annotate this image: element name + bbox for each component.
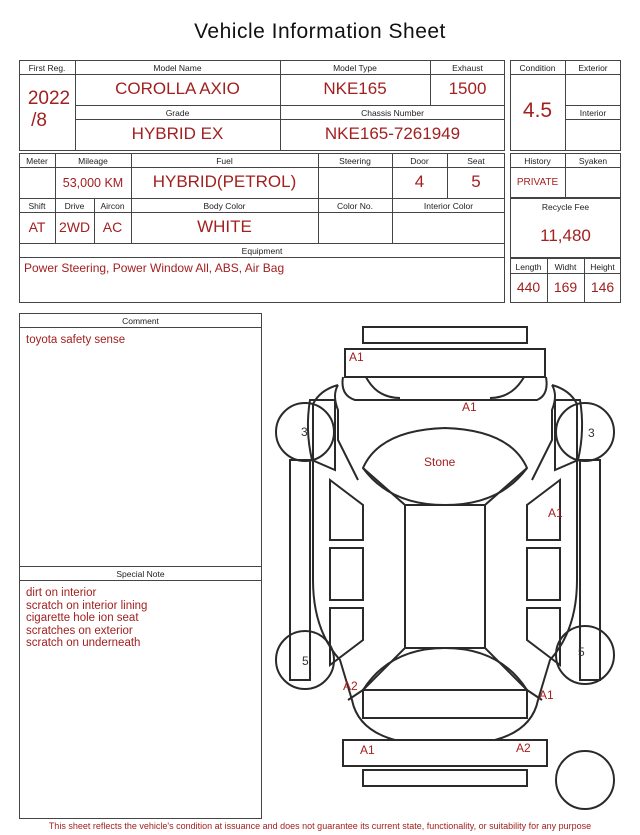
- fuel-label: Fuel: [216, 156, 233, 166]
- mark-right-front-door: A1: [548, 506, 563, 520]
- mileage-value: 53,000 KM: [62, 176, 124, 190]
- model-type-label: Model Type: [333, 63, 377, 73]
- syaken-label: Syaken: [578, 156, 608, 166]
- mileage-label: Mileage: [78, 156, 108, 166]
- disclaimer-footer: This sheet reflects the vehicle's condition at issuance and does not guarantee its current state, functionality, or suitability for any purpose: [48, 821, 592, 831]
- mark-rear-bumper-left: A1: [360, 743, 375, 757]
- recycle-fee-label: Recycle Fee: [541, 202, 590, 212]
- exterior-label: Exterior: [578, 63, 608, 73]
- first-reg-label: First Reg.: [28, 63, 66, 73]
- door-value: 4: [414, 172, 425, 191]
- mark-windshield: Stone: [424, 455, 456, 469]
- comment-label: Comment: [122, 316, 159, 326]
- equipment-label: Equipment: [241, 246, 283, 256]
- steering-label: Steering: [339, 156, 371, 166]
- mark-right-rear-tire: 5: [578, 645, 585, 659]
- special-note-label: Special Note: [116, 569, 165, 579]
- mark-right-front-tire: 3: [588, 426, 595, 440]
- aircon-value: AC: [102, 219, 123, 235]
- color-no-label: Color No.: [337, 201, 373, 211]
- special-note-item: scratches on exterior: [26, 624, 133, 637]
- special-note-item: scratch on interior lining: [26, 599, 148, 612]
- width-value: 169: [553, 279, 578, 295]
- comment-item: toyota safety sense: [26, 334, 126, 346]
- model-type-value: NKE165: [323, 79, 387, 98]
- seat-value: 5: [471, 172, 481, 191]
- aircon-label: Aircon: [100, 201, 125, 211]
- exhaust-value: 1500: [448, 79, 487, 98]
- recycle-fee-value: 11,480: [540, 226, 591, 245]
- exhaust-label: Exhaust: [452, 63, 483, 73]
- condition-value: 4.5: [522, 99, 553, 122]
- chassis-number-label: Chassis Number: [361, 108, 424, 118]
- body-color-value: WHITE: [197, 217, 252, 236]
- condition-label: Condition: [519, 63, 556, 73]
- seat-label: Seat: [467, 156, 485, 166]
- special-note-item: cigarette hole ion seat: [26, 612, 139, 624]
- length-value: 440: [516, 279, 541, 295]
- first-reg-month: /8: [31, 110, 47, 131]
- shift-label: Shift: [28, 201, 46, 211]
- model-name-value: COROLLA AXIO: [115, 79, 240, 98]
- first-reg-year: 2022: [27, 88, 71, 109]
- history-value: PRIVATE: [516, 177, 559, 188]
- body-color-label: Body Color: [203, 201, 246, 211]
- history-label: History: [524, 156, 551, 166]
- height-label: Height: [590, 262, 615, 272]
- model-name-label: Model Name: [153, 63, 202, 73]
- mark-left-rear-quarter: A2: [343, 679, 358, 693]
- meter-label: Meter: [26, 156, 48, 166]
- mark-rear-bumper-right: A2: [516, 741, 531, 755]
- mark-left-rear-tire: 5: [302, 654, 309, 668]
- interior-label: Interior: [579, 108, 607, 118]
- shift-value: AT: [28, 219, 46, 235]
- mark-front-bumper: A1: [349, 350, 364, 364]
- special-note-item: scratch on underneath: [26, 637, 141, 649]
- mark-right-rear-quarter: A1: [539, 688, 554, 702]
- drive-value: 2WD: [58, 219, 91, 235]
- interior-color-label: Interior Color: [423, 201, 474, 211]
- height-value: 146: [590, 279, 615, 295]
- drive-label: Drive: [64, 201, 85, 211]
- width-label: Widht: [554, 262, 577, 272]
- mark-hood: A1: [462, 400, 477, 414]
- special-note-item: dirt on interior: [26, 587, 97, 599]
- door-label: Door: [410, 156, 429, 166]
- fuel-value: HYBRID(PETROL): [152, 172, 297, 191]
- page-title: Vehicle Information Sheet: [194, 20, 446, 43]
- grade-label: Grade: [165, 108, 190, 118]
- equipment-value: Power Steering, Power Window All, ABS, Air Bag: [24, 261, 285, 275]
- grade-value: HYBRID EX: [131, 124, 224, 143]
- length-label: Length: [515, 262, 542, 272]
- mark-left-front-tire: 3: [301, 425, 308, 439]
- chassis-number-value: NKE165-7261949: [324, 124, 461, 143]
